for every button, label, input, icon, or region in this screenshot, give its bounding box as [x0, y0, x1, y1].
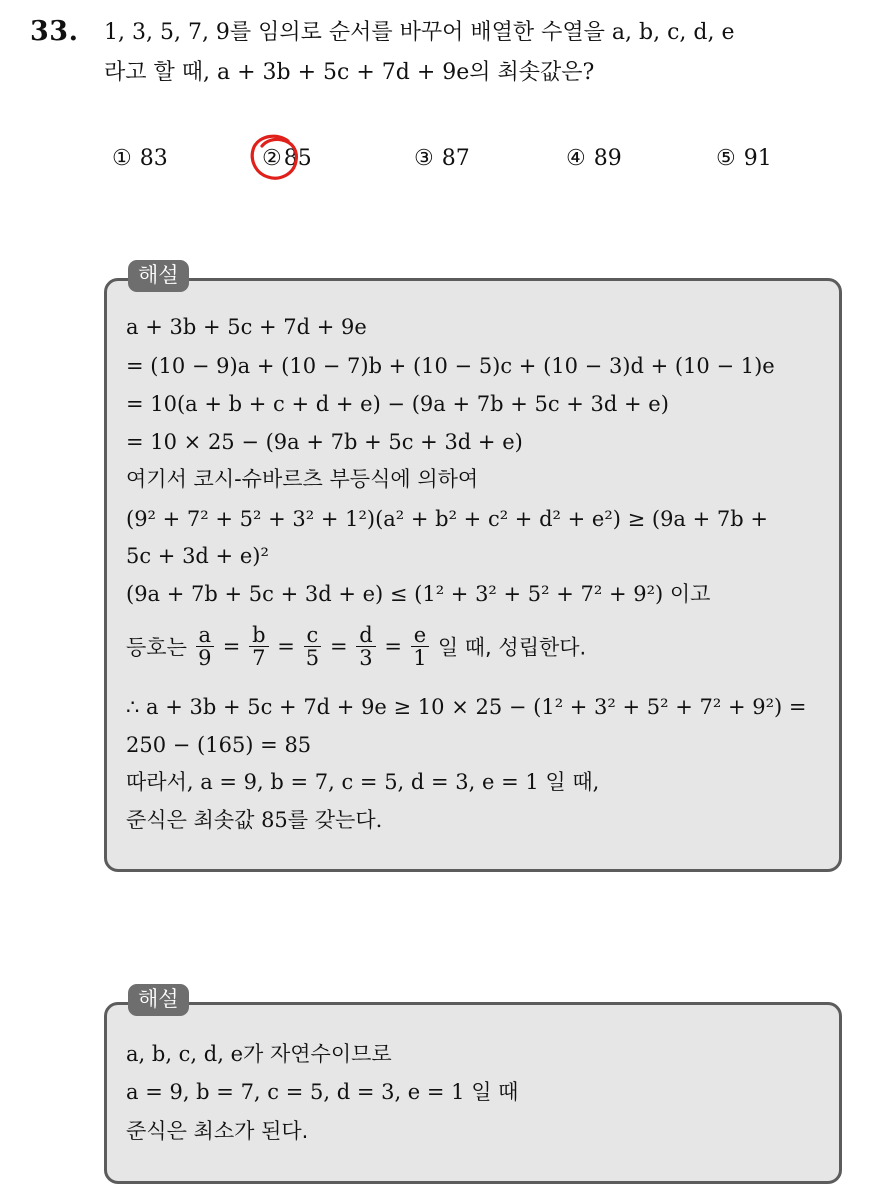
choice-1[interactable]: [112, 146, 168, 171]
fraction-num: c: [304, 624, 322, 647]
fraction-num: d: [356, 624, 375, 647]
solution1-line-6: (9² + 7² + 5² + 3² + 1²)(a² + b² + c² + d² + e²) ≥ (9a + 7b +: [126, 507, 768, 531]
solution1-line-7: 5c + 3d + e)²: [126, 544, 269, 568]
equals-sign: =: [384, 634, 402, 659]
fraction-c-over-5: [304, 624, 322, 669]
solution1-line-12: 따라서, a = 9, b = 7, c = 5, d = 3, e = 1 일 때,: [126, 770, 600, 794]
choice-4[interactable]: [566, 146, 622, 171]
fraction-den: 1: [413, 646, 427, 670]
solution2-line-2: a = 9, b = 7, c = 5, d = 3, e = 1 일 때: [126, 1080, 519, 1104]
fraction-den: 7: [252, 646, 266, 670]
fraction-e-over-1: [411, 624, 429, 669]
choice-3-mark: ③: [414, 146, 434, 171]
solution1-line-13: 준식은 최솟값 85를 갖는다.: [126, 808, 383, 832]
choice-4-mark: ④: [566, 146, 586, 171]
solution1-line-1: a + 3b + 5c + 7d + 9e: [126, 315, 367, 339]
solution1-line-4: = 10 × 25 − (9a + 7b + 5c + 3d + e): [126, 430, 523, 454]
equals-sign: =: [329, 634, 348, 659]
fraction-num: b: [249, 624, 268, 647]
choice-3[interactable]: [414, 146, 470, 171]
equality-suffix: 일 때, 성립한다.: [437, 635, 587, 660]
fraction-den: 9: [198, 646, 212, 670]
question-text-line-2: 라고 할 때, a + 3b + 5c + 7d + 9e의 최솟값은?: [104, 60, 595, 85]
fraction-den: 5: [305, 646, 320, 670]
choice-5[interactable]: [716, 146, 772, 171]
equality-condition-line: [126, 624, 586, 669]
solution1-line-5: 여기서 코시-슈바르츠 부등식에 의하여: [126, 467, 479, 491]
fraction-b-over-7: [249, 624, 268, 669]
solution1-line-10: ∴ a + 3b + 5c + 7d + 9e ≥ 10 × 25 − (1² + 3² + 5² + 7² + 9²) =: [126, 695, 807, 719]
equals-sign: =: [277, 634, 295, 659]
fraction-d-over-3: [356, 624, 375, 669]
question-text-line-1: 1, 3, 5, 7, 9를 임의로 순서를 바꾸어 배열한 수열을 a, b, c, d, e: [104, 20, 735, 45]
solution1-line-2: = (10 − 9)a + (10 − 7)b + (10 − 5)c + (10 − 3)d + (10 − 1)e: [126, 354, 775, 378]
solution1-line-11: 250 − (165) = 85: [126, 733, 312, 757]
question-number: 33.: [30, 16, 79, 47]
choice-2-value: 85: [283, 146, 312, 171]
fraction-a-over-9: [196, 624, 215, 669]
solution2-line-3: 준식은 최소가 된다.: [126, 1119, 309, 1143]
solution1-line-3: = 10(a + b + c + d + e) − (9a + 7b + 5c + 3d + e): [126, 392, 669, 416]
equals-sign: =: [222, 634, 241, 659]
solution-tag-1: 해설: [128, 260, 189, 292]
choice-1-mark: ①: [112, 146, 132, 171]
solution2-line-1: a, b, c, d, e가 자연수이므로: [126, 1042, 392, 1066]
answer-circle-mark: [248, 132, 300, 182]
choice-3-value: 87: [441, 146, 470, 171]
choice-5-value: 91: [743, 146, 772, 171]
equality-prefix: 등호는: [126, 635, 187, 660]
solution1-line-8: (9a + 7b + 5c + 3d + e) ≤ (1² + 3² + 5² + 7² + 9²) 이고: [126, 582, 711, 606]
choice-2-mark: ②: [262, 146, 282, 171]
choice-1-value: 83: [139, 146, 168, 171]
choice-5-mark: ⑤: [716, 146, 736, 171]
fraction-num: a: [196, 624, 215, 647]
solution-tag-2: 해설: [128, 984, 189, 1016]
fraction-den: 3: [359, 646, 373, 670]
choice-4-value: 89: [593, 146, 622, 171]
fraction-num: e: [411, 624, 429, 647]
